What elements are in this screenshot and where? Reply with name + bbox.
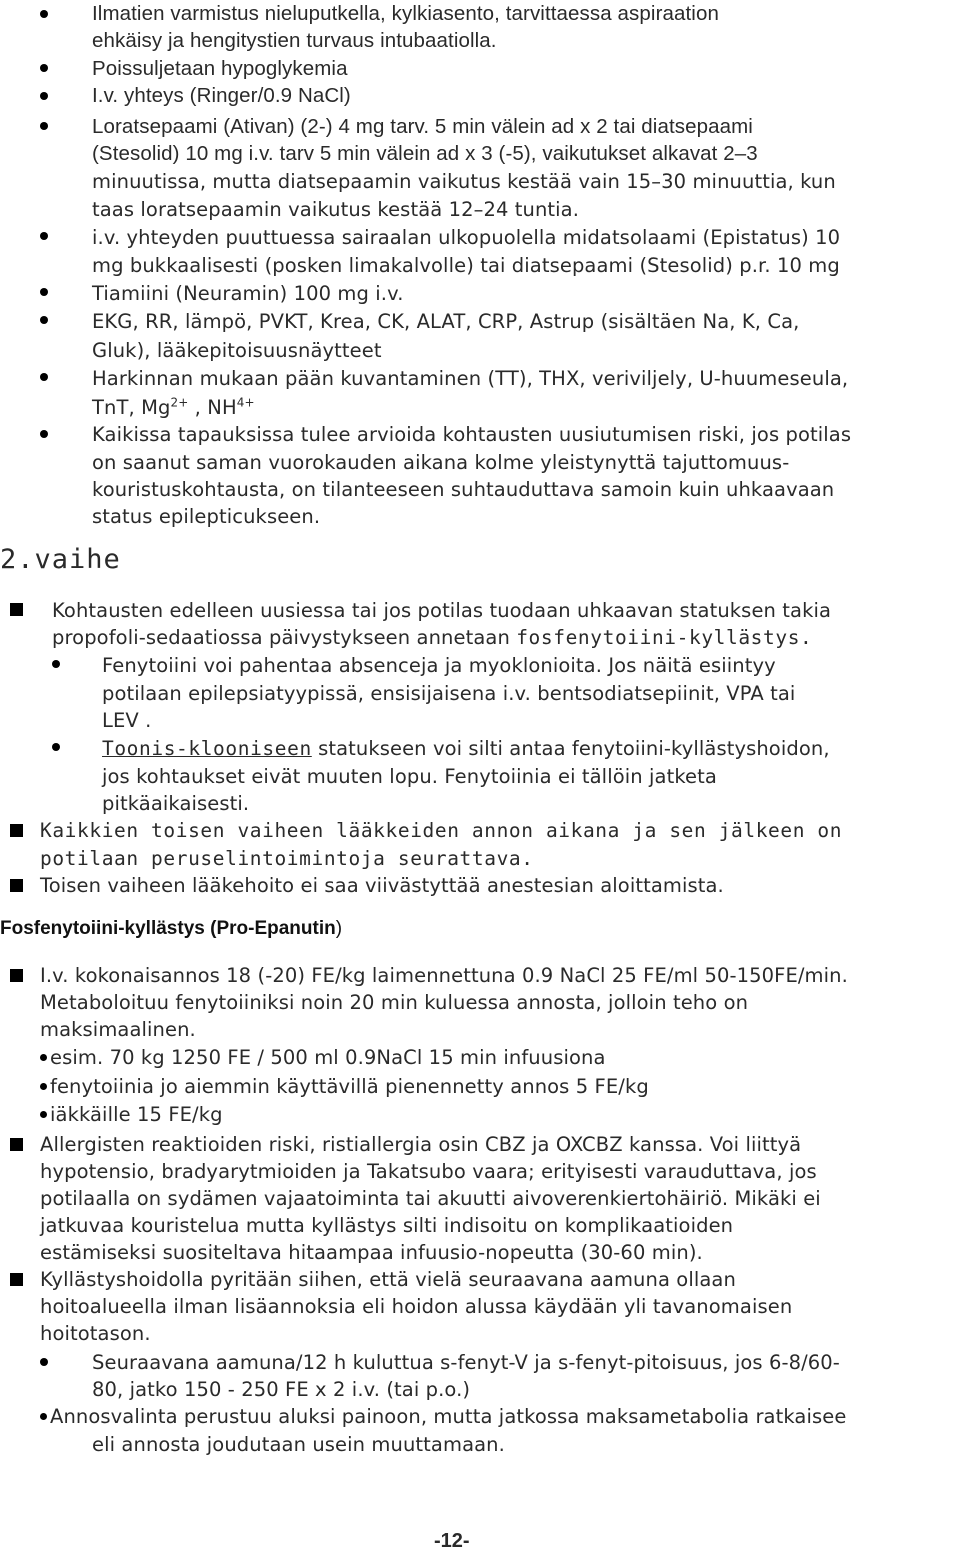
text-line: Toisen vaiheen lääkehoito ei saa viivästyttää anestesian aloittamista. bbox=[40, 874, 724, 897]
text-line: i.v. yhteyden puuttuessa sairaalan ulkopuolella midatsolaami (Epistatus) 10 bbox=[92, 226, 841, 249]
text-line: potilaan peruselintoimintoja seurattava. bbox=[40, 847, 534, 870]
square-bullet-icon bbox=[10, 1273, 23, 1286]
text-line: I.v. yhteys (Ringer/0.9 NaCl) bbox=[92, 84, 351, 107]
text-line: Fenytoiini voi pahentaa absenceja ja myoklonioita. Jos näitä esiintyy bbox=[102, 654, 776, 677]
bullet-icon bbox=[40, 232, 48, 240]
superscript: 2+ bbox=[170, 395, 189, 410]
text-line: potilaan epilepsiatyypissä, ensisijaisena i.v. bentsodiatsepiinit, VPA tai bbox=[102, 682, 796, 705]
bullet-icon bbox=[40, 288, 48, 296]
text-line: Kaikissa tapauksissa tulee arvioida kohtausten uusiutumisen riski, jos potilas bbox=[92, 423, 852, 446]
text-line: mg bukkaalisesti (posken limakalvolle) tai diatsepaami (Stesolid) p.r. 10 mg bbox=[92, 254, 840, 277]
superscript: 4+ bbox=[236, 395, 255, 410]
text-line: fenytoiinia jo aiemmin käyttävillä pienennetty annos 5 FE/kg bbox=[50, 1075, 649, 1098]
text-line: potilaalla on sydämen vajaatoiminta tai akuutti aivoverenkiertohäiriö. Mikäki ei bbox=[40, 1187, 821, 1210]
text-line: Kaikkien toisen vaiheen lääkkeiden annon aikana ja sen jälkeen on bbox=[40, 819, 843, 842]
text-line: Gluk), lääkepitoisuusnäytteet bbox=[92, 339, 382, 362]
text-line: Ilmatien varmistus nieluputkella, kylkiasento, tarvittaessa aspiraation bbox=[92, 2, 719, 25]
text-fragment: TnT, Mg bbox=[92, 396, 171, 419]
text-line: Loratsepaami (Ativan) (2-) 4 mg tarv. 5 min välein ad x 2 tai diatsepaami bbox=[92, 115, 753, 138]
text-fragment: statukseen voi silti antaa fenytoiini-kyllästyshoidon, bbox=[311, 737, 830, 760]
text-line: minuutissa, mutta diatsepaamin vaikutus kestää vain 15–30 minuuttia, kun bbox=[92, 170, 836, 193]
text-line: Kohtausten edelleen uusiessa tai jos potilas tuodaan uhkaavan statuksen takia bbox=[52, 599, 832, 622]
bullet-icon bbox=[40, 316, 48, 324]
heading-text: ) bbox=[335, 918, 343, 939]
text-line: LEV . bbox=[102, 709, 152, 732]
text-line: on saanut saman vuorokauden aikana kolme yleistynyttä tajuttomuus- bbox=[92, 451, 790, 474]
bullet-icon bbox=[40, 92, 48, 100]
text-line: kouristuskohtausta, on tilanteeseen suhtauduttava samoin kuin uhkaavaan bbox=[92, 478, 835, 501]
text-line: maksimaalinen. bbox=[40, 1018, 196, 1041]
text-line: jatkuvaa kouristelua mutta kyllästys silti indisoitu on komplikaatioiden bbox=[40, 1214, 734, 1237]
text-line: pitkäaikaisesti. bbox=[102, 792, 250, 815]
text-line: Annosvalinta perustuu aluksi painoon, mutta jatkossa maksametabolia ratkaisee bbox=[50, 1405, 847, 1428]
text-line: taas loratsepaamin vaikutus kestää 12–24 tuntia. bbox=[92, 198, 580, 221]
bullet-icon bbox=[40, 10, 48, 18]
bullet-icon bbox=[40, 1413, 47, 1420]
text-line: Kyllästyshoidolla pyritään siihen, että vielä seuraavana aamuna ollaan bbox=[40, 1268, 736, 1291]
square-bullet-icon bbox=[10, 969, 23, 982]
square-bullet-icon bbox=[10, 879, 23, 892]
bullet-icon bbox=[52, 743, 60, 751]
square-bullet-icon bbox=[10, 1138, 23, 1151]
toonis-klooniseen-link[interactable]: Toonis-klooniseen bbox=[102, 737, 312, 760]
text-fragment: , NH bbox=[188, 396, 237, 419]
bullet-icon bbox=[40, 430, 48, 438]
bullet-icon bbox=[52, 660, 60, 668]
text-line: Poissuljetaan hypoglykemia bbox=[92, 57, 348, 80]
square-bullet-icon bbox=[10, 824, 23, 837]
bullet-icon bbox=[40, 1111, 47, 1118]
text-line: Seuraavana aamuna/12 h kuluttua s-fenyt-V ja s-fenyt-pitoisuus, jos 6-8/60- bbox=[92, 1351, 840, 1374]
bullet-icon bbox=[40, 1358, 48, 1366]
text-fragment: propofoli-sedaatiossa päivystykseen annetaan bbox=[52, 626, 517, 649]
text-line: ehkäisy ja hengitystien turvaus intubaatiolla. bbox=[92, 29, 497, 52]
text-line: jos kohtaukset eivät muuten lopu. Fenytoiinia ei tällöin jatketa bbox=[102, 765, 717, 788]
section-heading: 2.vaihe bbox=[0, 544, 121, 575]
text-line: Tiamiini (Neuramin) 100 mg i.v. bbox=[92, 282, 404, 305]
text-line: EKG, RR, lämpö, PVKT, Krea, CK, ALAT, CRP, Astrup (sisältäen Na, K, Ca, bbox=[92, 310, 800, 333]
text-line: estämiseksi suositeltava hitaampaa infuusio-nopeutta (30-60 min). bbox=[40, 1241, 703, 1264]
section-heading bbox=[0, 918, 342, 940]
text-line: hoitotason. bbox=[40, 1322, 151, 1345]
bullet-icon bbox=[40, 1083, 47, 1090]
text-line: I.v. kokonaisannos 18 (-20) FE/kg laimennettuna 0.9 NaCl 25 FE/ml 50-150FE/min. bbox=[40, 964, 848, 987]
text-line: Allergisten reaktioiden riski, ristiallergia osin CBZ ja OXCBZ kanssa. Voi liittyä bbox=[40, 1133, 802, 1156]
text-line: iäkkäille 15 FE/kg bbox=[50, 1103, 223, 1126]
bullet-icon bbox=[40, 1054, 47, 1061]
text-line: hypotensio, bradyarytmioiden ja Takatsubo vaara; erityisesti varauduttava, jos bbox=[40, 1160, 817, 1183]
bullet-icon bbox=[40, 64, 48, 72]
text-line: hoitoalueella ilman lisäannoksia eli hoidon alussa käydään yli tavanomaisen bbox=[40, 1295, 793, 1318]
square-bullet-icon bbox=[10, 603, 23, 616]
heading-text: Fosfenytoiini-kyllästys (Pro-Epanutin bbox=[0, 918, 336, 939]
text-line: Metaboloituu fenytoiiniksi noin 20 min kuluessa annosta, jolloin teho on bbox=[40, 991, 749, 1014]
page-number: -12- bbox=[434, 1530, 470, 1552]
emphasis-text: fosfenytoiini-kyllästys. bbox=[516, 626, 813, 649]
bullet-icon bbox=[40, 373, 48, 381]
text-line bbox=[102, 735, 830, 762]
bullet-icon bbox=[40, 122, 48, 130]
text-line bbox=[52, 624, 812, 651]
text-line: 80, jatko 150 - 250 FE x 2 i.v. (tai p.o.) bbox=[92, 1378, 471, 1401]
text-line: (Stesolid) 10 mg i.v. tarv 5 min välein ad x 3 (-5), vaikutukset alkavat 2–3 bbox=[92, 142, 758, 165]
text-line bbox=[92, 394, 255, 421]
text-line: status epilepticukseen. bbox=[92, 505, 321, 528]
text-line: eli annosta joudutaan usein muuttamaan. bbox=[92, 1433, 505, 1456]
text-line: esim. 70 kg 1250 FE / 500 ml 0.9NaCl 15 min infuusiona bbox=[50, 1046, 606, 1069]
text-line: Harkinnan mukaan pään kuvantaminen (TT), THX, veriviljely, U-huumeseula, bbox=[92, 367, 849, 390]
